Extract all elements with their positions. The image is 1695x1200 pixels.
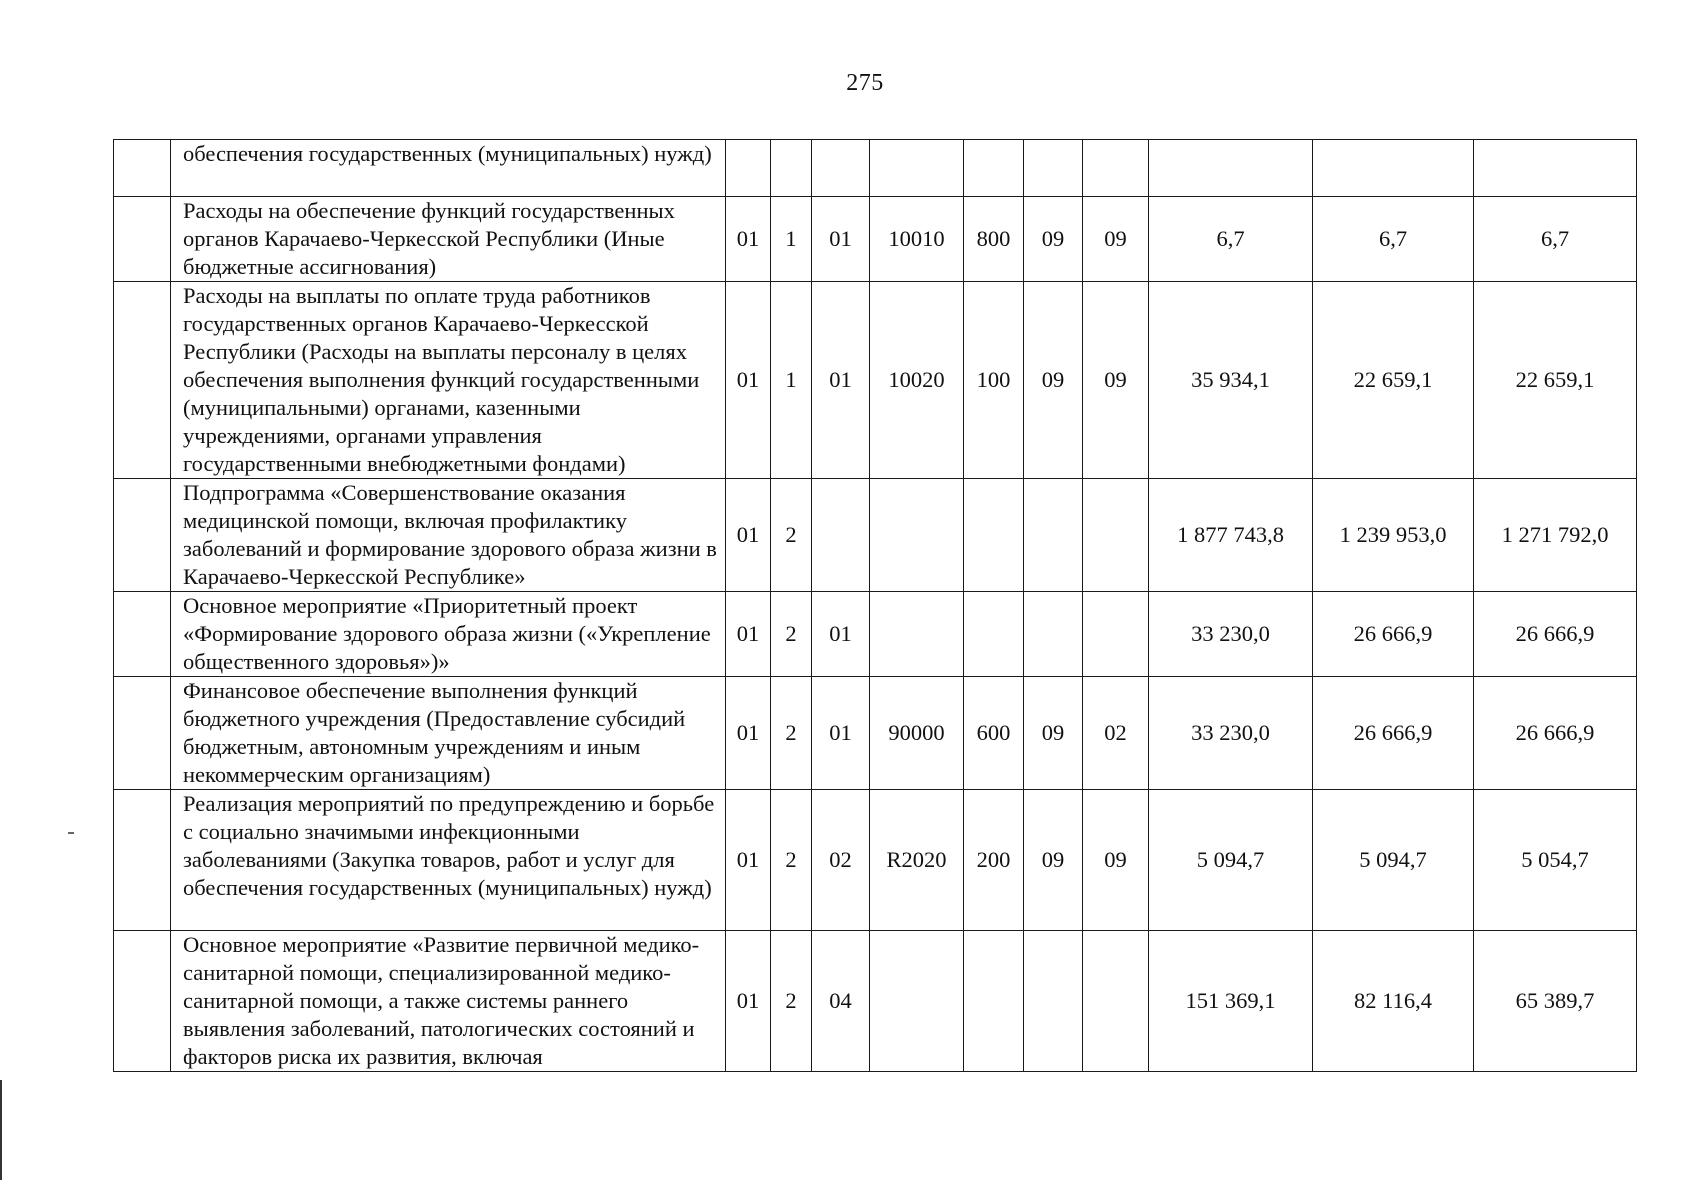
code-cell: 2 bbox=[771, 479, 812, 592]
code-cell bbox=[964, 140, 1024, 197]
amount-cell: 82 116,4 bbox=[1313, 931, 1474, 1072]
code-cell: 10010 bbox=[870, 197, 964, 282]
amount-cell: 65 389,7 bbox=[1474, 931, 1637, 1072]
table-row bbox=[114, 677, 1637, 790]
row-name-cell: Расходы на обеспечение функций государственных органов Карачаево-Черкесской Республики (Иные бюджетные ассигнования) bbox=[171, 197, 726, 282]
amount-cell: 5 094,7 bbox=[1313, 790, 1474, 931]
amount-cell: 6,7 bbox=[1149, 197, 1313, 282]
amount-cell: 1 271 792,0 bbox=[1474, 479, 1637, 592]
code-cell bbox=[812, 479, 870, 592]
table-row bbox=[114, 197, 1637, 282]
code-cell: 10020 bbox=[870, 282, 964, 479]
code-cell: 01 bbox=[812, 677, 870, 790]
code-cell bbox=[812, 140, 870, 197]
amount-cell: 33 230,0 bbox=[1149, 677, 1313, 790]
amount-cell: 6,7 bbox=[1474, 197, 1637, 282]
code-cell bbox=[771, 140, 812, 197]
margin-dash bbox=[68, 832, 74, 834]
code-cell: 04 bbox=[812, 931, 870, 1072]
table-row bbox=[114, 479, 1637, 592]
row-number-cell bbox=[114, 592, 171, 677]
scan-edge-line bbox=[0, 1080, 2, 1180]
code-cell bbox=[1024, 140, 1083, 197]
code-cell: 200 bbox=[964, 790, 1024, 931]
amount-cell: 33 230,0 bbox=[1149, 592, 1313, 677]
amount-cell: 1 239 953,0 bbox=[1313, 479, 1474, 592]
code-cell: 100 bbox=[964, 282, 1024, 479]
code-cell: 1 bbox=[771, 197, 812, 282]
code-cell bbox=[964, 931, 1024, 1072]
code-cell: 02 bbox=[812, 790, 870, 931]
code-cell bbox=[1083, 931, 1149, 1072]
page-number: 275 bbox=[846, 70, 884, 96]
row-number-cell bbox=[114, 282, 171, 479]
table-row bbox=[114, 140, 1637, 197]
amount-cell bbox=[1149, 140, 1313, 197]
code-cell: 2 bbox=[771, 677, 812, 790]
amount-cell bbox=[1313, 140, 1474, 197]
code-cell: 09 bbox=[1083, 790, 1149, 931]
code-cell bbox=[964, 592, 1024, 677]
row-name-cell: Финансовое обеспечение выполнения функций бюджетного учреждения (Предоставление субсидий бюджетным, автономным учреждениям и иным некоммерческим организациям) bbox=[171, 677, 726, 790]
row-number-cell bbox=[114, 677, 171, 790]
code-cell bbox=[726, 140, 771, 197]
code-cell: 90000 bbox=[870, 677, 964, 790]
code-cell: 09 bbox=[1083, 282, 1149, 479]
code-cell: 02 bbox=[1083, 677, 1149, 790]
code-cell bbox=[964, 479, 1024, 592]
row-number-cell bbox=[114, 197, 171, 282]
code-cell: 01 bbox=[812, 197, 870, 282]
amount-cell: 22 659,1 bbox=[1313, 282, 1474, 479]
table-row bbox=[114, 282, 1637, 479]
code-cell bbox=[870, 479, 964, 592]
code-cell: 09 bbox=[1024, 282, 1083, 479]
amount-cell: 22 659,1 bbox=[1474, 282, 1637, 479]
code-cell: 01 bbox=[726, 282, 771, 479]
row-name-cell: обеспечения государственных (муниципальных) нужд) bbox=[171, 140, 726, 197]
code-cell bbox=[1024, 479, 1083, 592]
amount-cell: 26 666,9 bbox=[1474, 677, 1637, 790]
code-cell: 09 bbox=[1083, 197, 1149, 282]
row-name-cell: Подпрограмма «Совершенствование оказания медицинской помощи, включая профилактику заболеваний и формирование здорового образа жизни в Карачаево-Черкесской Республике» bbox=[171, 479, 726, 592]
row-number-cell bbox=[114, 479, 171, 592]
code-cell bbox=[1083, 140, 1149, 197]
code-cell: 01 bbox=[726, 677, 771, 790]
row-name-cell: Основное мероприятие «Приоритетный проект «Формирование здорового образа жизни («Укрепление общественного здоровья»)» bbox=[171, 592, 726, 677]
code-cell: 2 bbox=[771, 931, 812, 1072]
code-cell bbox=[1024, 931, 1083, 1072]
code-cell bbox=[870, 931, 964, 1072]
budget-table bbox=[113, 139, 1637, 1072]
code-cell: 1 bbox=[771, 282, 812, 479]
code-cell bbox=[1024, 592, 1083, 677]
row-name-cell: Расходы на выплаты по оплате труда работников государственных органов Карачаево-Черкесской Республики (Расходы на выплаты персоналу в целях обеспечения выполнения функций государственными (муниципальными) органами, казенными учреждениями, органами управления государственными внебюджетными фондами) bbox=[171, 282, 726, 479]
code-cell: 800 bbox=[964, 197, 1024, 282]
code-cell: 09 bbox=[1024, 677, 1083, 790]
code-cell: 2 bbox=[771, 592, 812, 677]
table-row bbox=[114, 931, 1637, 1072]
amount-cell: 26 666,9 bbox=[1474, 592, 1637, 677]
table-row bbox=[114, 790, 1637, 931]
code-cell: 01 bbox=[726, 790, 771, 931]
row-name-cell: Реализация мероприятий по предупреждению и борьбе с социально значимыми инфекционными заболеваниями (Закупка товаров, работ и услуг для обеспечения государственных (муниципальных) нужд) bbox=[171, 790, 726, 931]
code-cell: 01 bbox=[726, 592, 771, 677]
code-cell bbox=[870, 592, 964, 677]
table-row bbox=[114, 592, 1637, 677]
row-number-cell bbox=[114, 790, 171, 931]
code-cell bbox=[1083, 592, 1149, 677]
code-cell: 01 bbox=[726, 197, 771, 282]
amount-cell: 5 094,7 bbox=[1149, 790, 1313, 931]
amount-cell: 26 666,9 bbox=[1313, 592, 1474, 677]
row-number-cell bbox=[114, 931, 171, 1072]
amount-cell: 35 934,1 bbox=[1149, 282, 1313, 479]
code-cell: 01 bbox=[726, 479, 771, 592]
amount-cell: 6,7 bbox=[1313, 197, 1474, 282]
code-cell: 01 bbox=[726, 931, 771, 1072]
amount-cell: 5 054,7 bbox=[1474, 790, 1637, 931]
code-cell bbox=[1083, 479, 1149, 592]
code-cell: 01 bbox=[812, 282, 870, 479]
code-cell: 09 bbox=[1024, 197, 1083, 282]
row-name-cell: Основное мероприятие «Развитие первичной медико-санитарной помощи, специализированной медико-санитарной помощи, а также системы раннего выявления заболеваний, патологических состояний и факторов риска их развития, включая bbox=[171, 931, 726, 1072]
code-cell bbox=[870, 140, 964, 197]
code-cell: 600 bbox=[964, 677, 1024, 790]
code-cell: R2020 bbox=[870, 790, 964, 931]
row-number-cell bbox=[114, 140, 171, 197]
amount-cell: 1 877 743,8 bbox=[1149, 479, 1313, 592]
code-cell: 2 bbox=[771, 790, 812, 931]
amount-cell: 26 666,9 bbox=[1313, 677, 1474, 790]
amount-cell: 151 369,1 bbox=[1149, 931, 1313, 1072]
code-cell: 01 bbox=[812, 592, 870, 677]
amount-cell bbox=[1474, 140, 1637, 197]
code-cell: 09 bbox=[1024, 790, 1083, 931]
